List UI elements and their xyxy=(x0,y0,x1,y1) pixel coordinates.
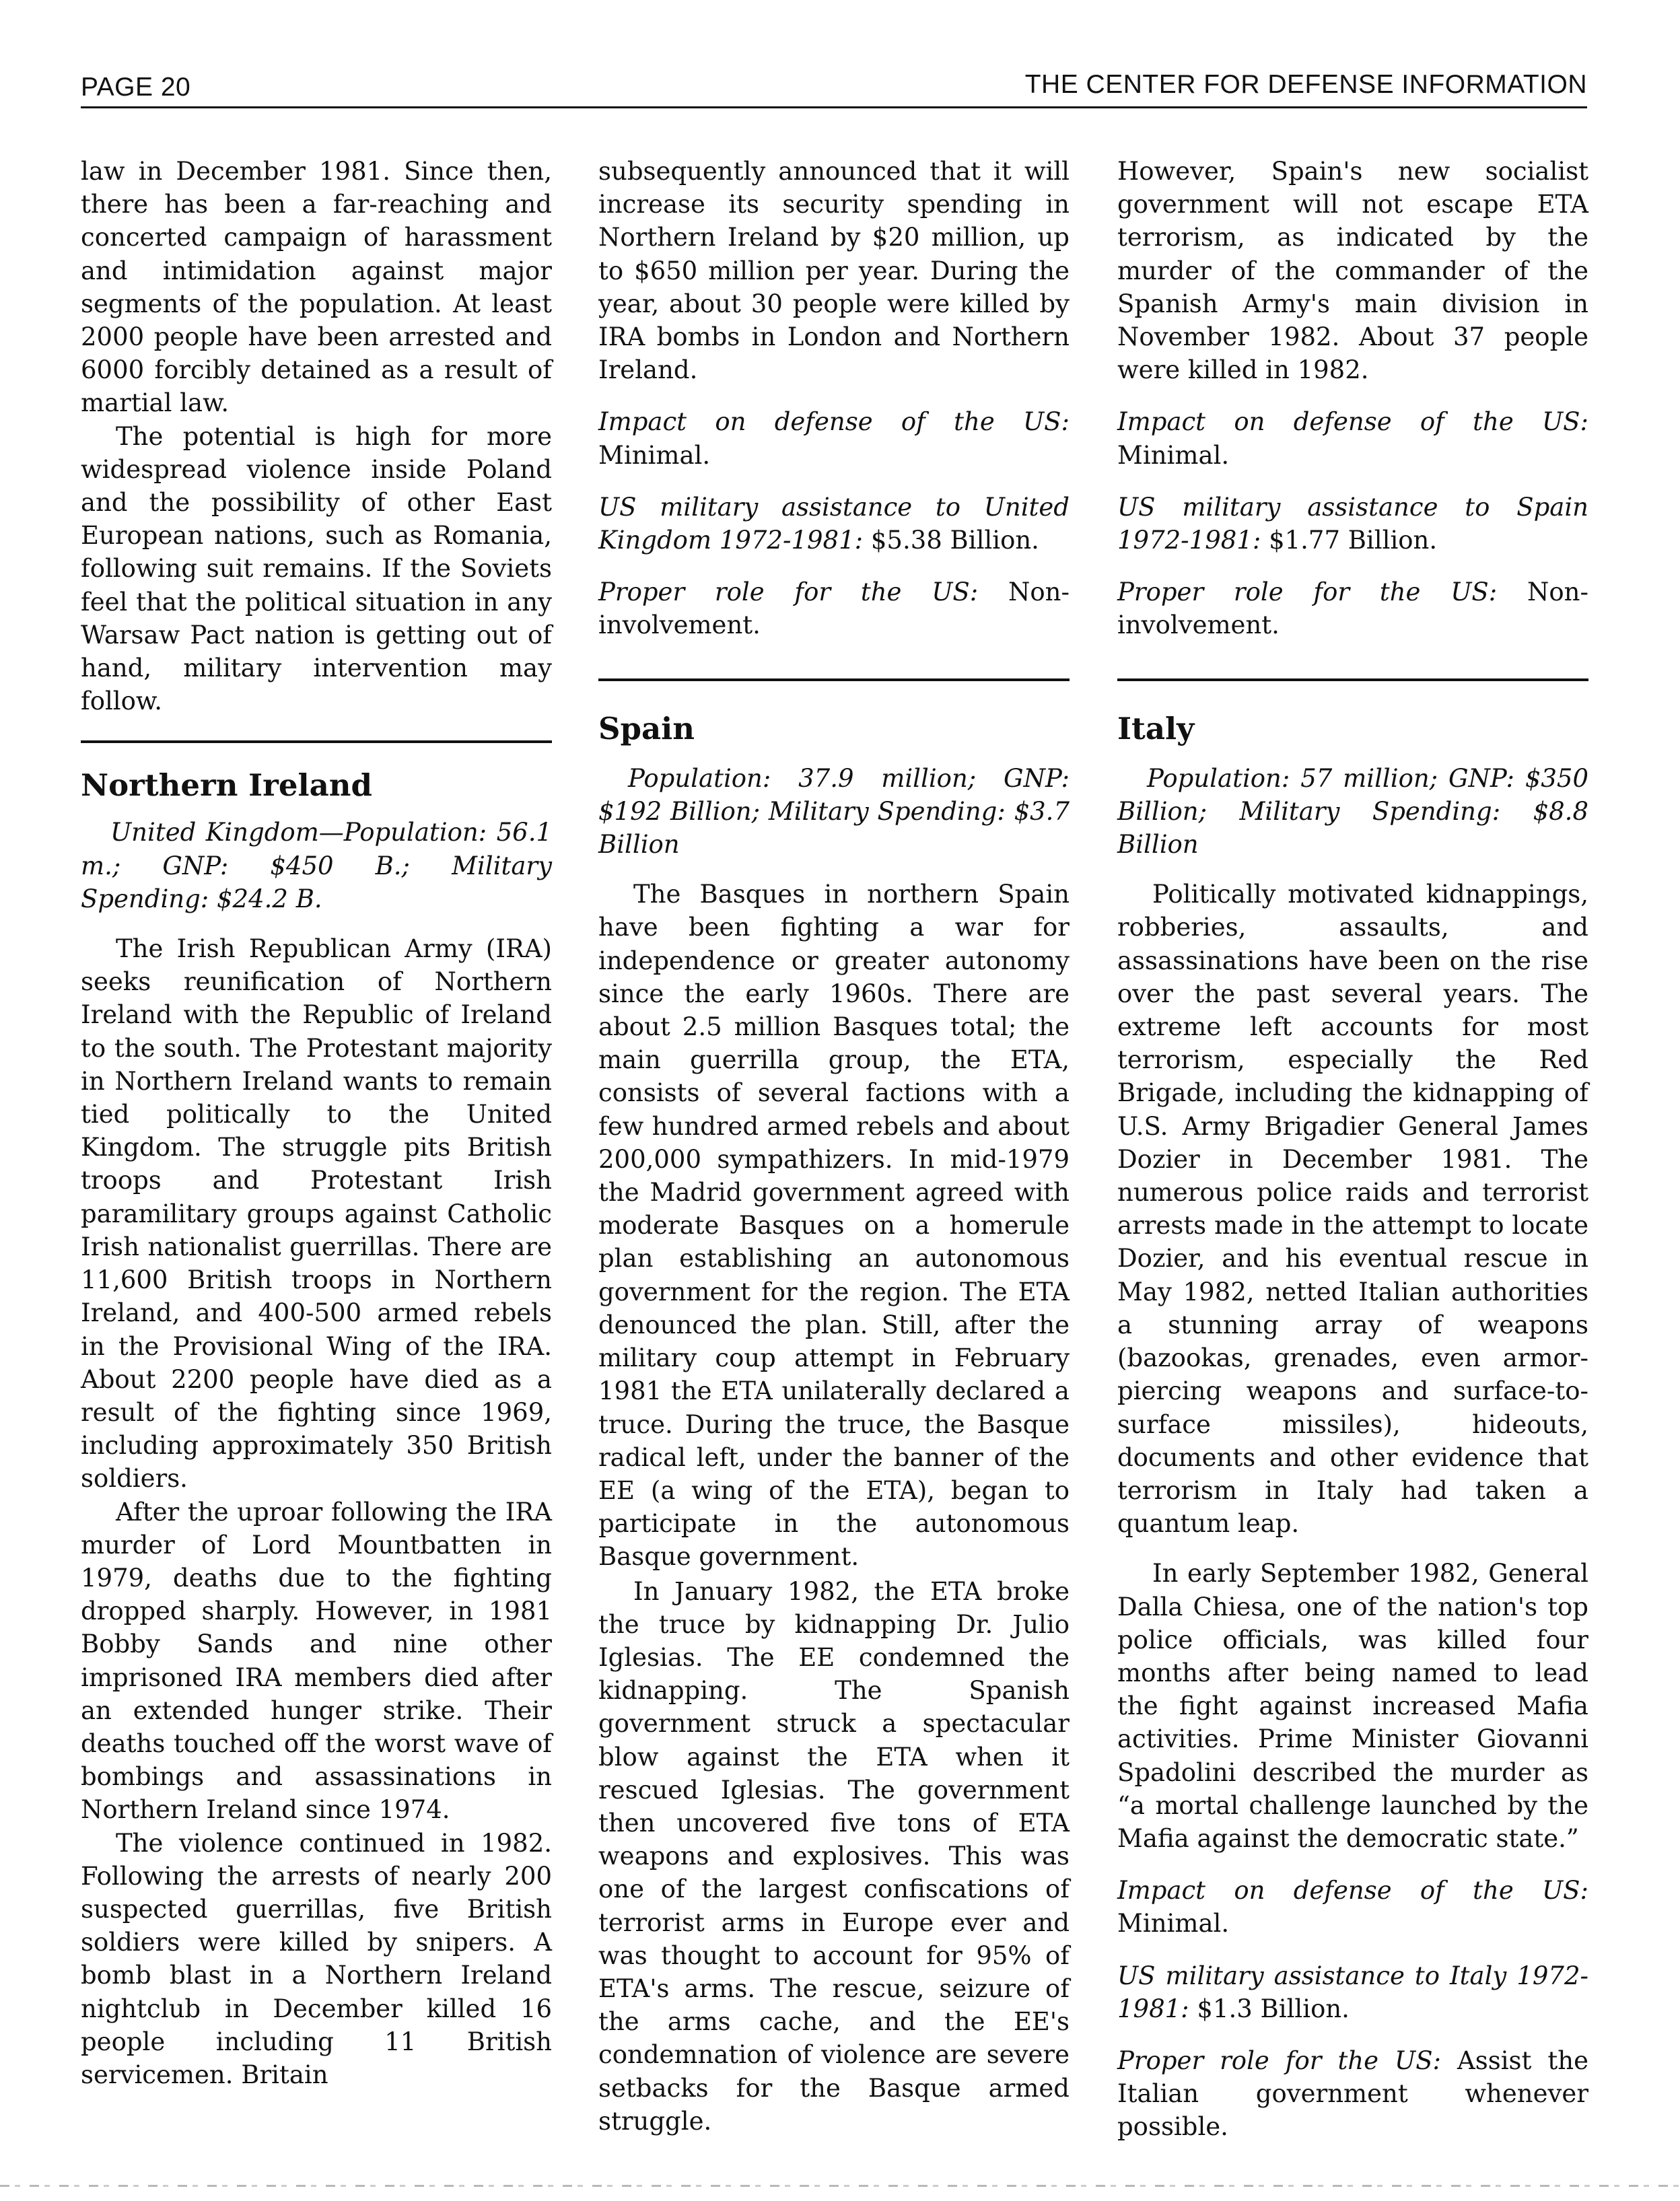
proper-role-line-spain: Proper role for the US: Non-involvement. xyxy=(1117,578,1588,640)
spain-paragraph-1: The Basques in northern Spain have been fighting a war for independence or greater autonomy since the early 1960s. There are about 2.5 million Basques total; the main guerrilla group, the ETA, consists of several factions with a few hundred armed rebels and about 200,000 sympathizers. In mid-1979 the Madrid government agreed with moderate Basques on a homerule plan establishing an autonomous government for the region. The ETA denounced the plan. Still, after the military coup attempt in February 1981 the ETA unilaterally declared a truce. During the truce, the Basque radical left, under the banner of the EE (a wing of the ETA), began to participate in the autonomous Basque government. xyxy=(598,880,1070,1572)
scan-edge-artifact xyxy=(0,2185,1680,2187)
proper-role-line-italy: Proper role for the US: Assist the Italian government whenever possible. xyxy=(1117,2046,1588,2142)
italy-paragraph-2: In early September 1982, General Dalla Chiesa, one of the nation's top police officials, was killed four months after being named to lead the fight against increased Mafia activities. Prime Minister Giovanni Spadolini described the murder as “a mortal challenge launched by the Mafia against the democratic state.” xyxy=(1117,1559,1588,1853)
page-header xyxy=(81,67,1587,106)
northern-ireland-paragraph-2: After the uproar following the IRA murder of Lord Mountbatten in 1979, deaths due to the fighting dropped sharply. However, in 1981 Bobby Sands and nine other imprisoned IRA members died after an extended hunger strike. Their deaths touched off the worst wave of bombings and assassinations in Northern Ireland since 1974. xyxy=(81,1497,552,1825)
northern-ireland-paragraph-3: The violence continued in 1982. Following the arrests of nearly 200 suspected guerrillas, five British soldiers were killed by snipers. A bomb blast in a Northern Ireland nightclub in December killed 16 people including 11 British servicemen. Britain xyxy=(81,1828,552,2089)
column-2 xyxy=(598,155,1070,2136)
column-1 xyxy=(81,155,552,2107)
proper-role-line-uk: Proper role for the US: Non-involvement. xyxy=(598,578,1070,640)
spain-continued-paragraph: However, Spain's new socialist government will not escape ETA terrorism, as indicated by the murder of the commander of the Spanish Army's main division in November 1982. About 37 people were killed in 1982. xyxy=(1117,157,1588,385)
impact-line-italy: Impact on defense of the US: Minimal. xyxy=(1117,1876,1588,1938)
column-3 xyxy=(1117,155,1588,2142)
military-assistance-line-spain: US military assistance to Spain 1972-1981: $1.77 Billion. xyxy=(1117,492,1588,555)
northern-ireland-paragraph-1: The Irish Republican Army (IRA) seeks reunification of Northern Ireland with the Republic of Ireland to the south. The Protestant majority in Northern Ireland wants to remain tied politically to the United Kingdom. The struggle pits British troops and Protestant Irish paramilitary groups against Catholic Irish nationalist guerrillas. There are 11,600 British troops in Northern Ireland, and 400-500 armed rebels in the Provisional Wing of the IRA. About 2200 people have died as a result of the fighting since 1969, including approximately 350 British soldiers. xyxy=(81,934,552,1494)
military-assistance-line-uk: US military assistance to United Kingdom 1972-1981: $5.38 Billion. xyxy=(598,492,1070,555)
impact-line-spain: Impact on defense of the US: Minimal. xyxy=(1117,407,1588,470)
section-divider xyxy=(598,678,1070,681)
publication-title: THE CENTER FOR DEFENSE INFORMATION xyxy=(1024,70,1587,99)
poland-continued-paragraph: law in December 1981. Since then, there has been a far-reaching and concerted campaign of harassment and intimidation against major segments of the population. At least 2000 people have been arrested and 6000 forcibly detained as a result of martial law. xyxy=(81,157,552,418)
northern-ireland-stats: United Kingdom—Population: 56.1 m.; GNP: $450 B.; Military Spending: $24.2 B. xyxy=(81,818,552,913)
section-heading-italy: Italy xyxy=(1117,710,1195,746)
northern-ireland-continued-paragraph: subsequently announced that it will increase its security spending in Northern Ireland by $20 million, up to $650 million per year. During the year, about 30 people were killed by IRA bombs in London and Northern Ireland. xyxy=(598,157,1070,385)
impact-line-uk: Impact on defense of the US: Minimal. xyxy=(598,407,1070,470)
italy-paragraph-1: Politically motivated kidnappings, robberies, assaults, and assassinations have been on the rise over the past several years. The extreme left accounts for most terrorism, especially the Red Brigade, including the kidnapping of U.S. Army Brigadier General James Dozier in December 1981. The numerous police raids and terrorist arrests made in the attempt to locate Dozier, and his eventual rescue in May 1982, netted Italian authorities a stunning array of weapons (bazookas, grenades, even armor-piercing weapons and surface-to-surface missiles), hideouts, documents and other evidence that terrorism in Italy had taken a quantum leap. xyxy=(1117,880,1588,1539)
military-assistance-line-italy: US military assistance to Italy 1972-1981: $1.3 Billion. xyxy=(1117,1961,1588,2023)
section-heading-northern-ireland: Northern Ireland xyxy=(81,767,372,804)
spain-paragraph-2: In January 1982, the ETA broke the truce by kidnapping Dr. Julio Iglesias. The EE condemned the kidnapping. The Spanish government struck a spectacular blow against the ETA when it rescued Iglesias. The government then uncovered five tons of ETA weapons and explosives. This was one of the largest confiscations of terrorist arms in Europe ever and was thought to account for 95% of ETA's arms. The rescue, seizure of the arms cache, and the EE's condemnation of violence are severe setbacks for the Basque armed struggle. xyxy=(598,1576,1070,2136)
poland-outlook-paragraph: The potential is high for more widespread violence inside Poland and the possibility of other East European nations, such as Romania, following suit remains. If the Soviets feel that the political situation in any Warsaw Pact nation is getting out of hand, military intervention may follow. xyxy=(81,421,552,716)
section-divider xyxy=(1117,678,1588,681)
header-rule xyxy=(81,106,1587,108)
section-heading-spain: Spain xyxy=(598,710,695,746)
page-number: PAGE 20 xyxy=(81,73,191,102)
italy-stats: Population: 57 million; GNP: $350 Billion; Military Spending: $8.8 Billion xyxy=(1117,763,1588,860)
spain-stats: Population: 37.9 million; GNP: $192 Billion; Military Spending: $3.7 Billion xyxy=(598,763,1070,860)
section-divider xyxy=(81,740,552,743)
